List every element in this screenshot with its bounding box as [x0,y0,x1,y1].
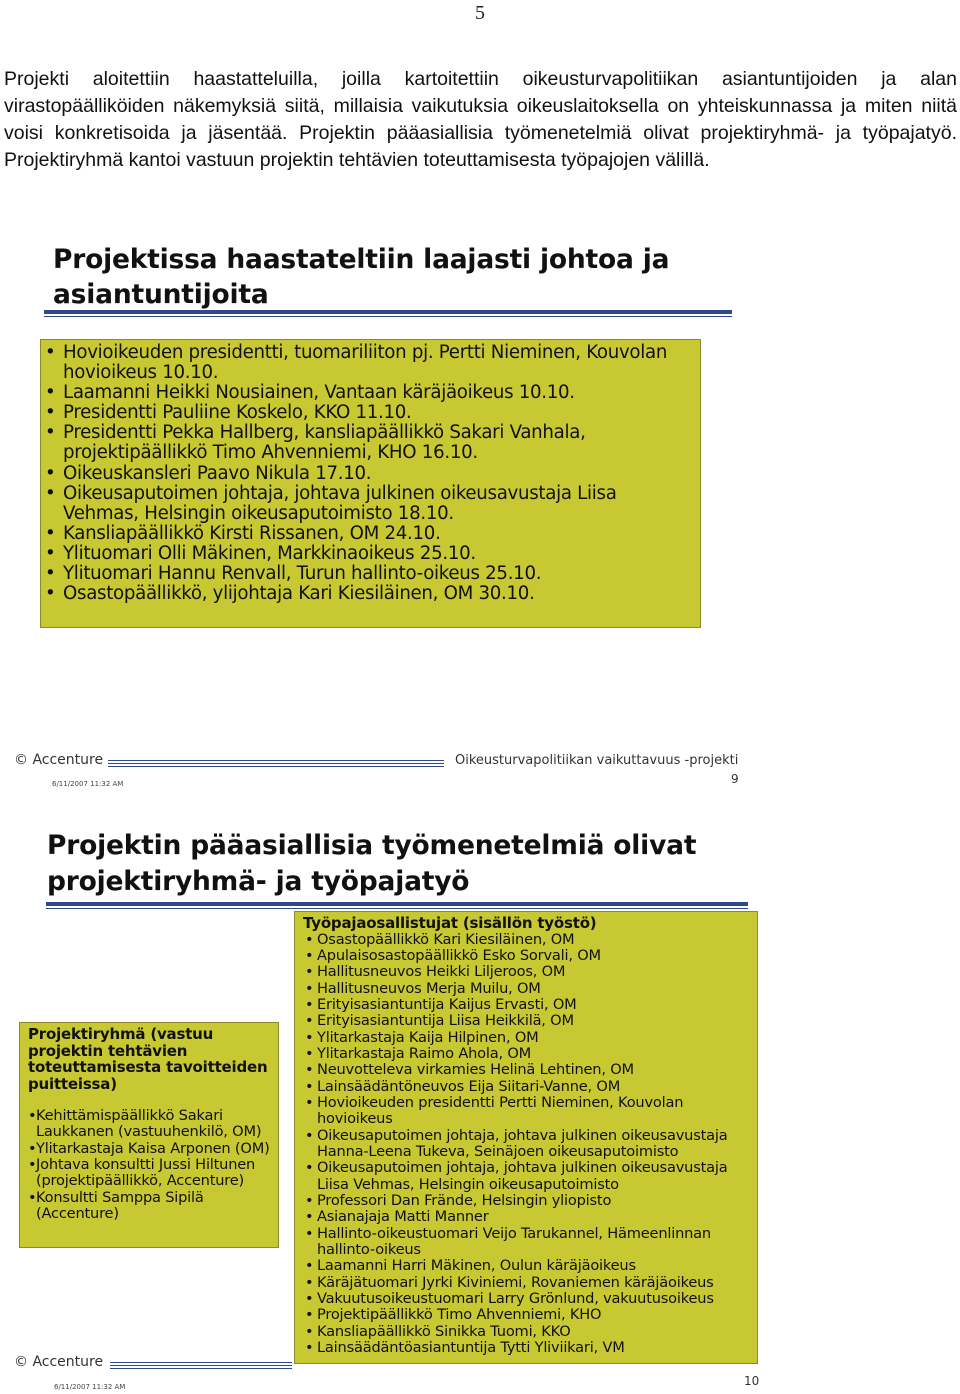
slide-1-footer-brand: © Accenture [14,752,104,768]
project-group-member: • Johtava konsultti Jussi Hiltunen (projektipäällikkö, Accenture) [28,1157,274,1190]
interviewee-item: • Laamanni Heikki Nousiainen, Vantaan käräjäoikeus 10.10. [41,383,696,403]
slide-2-title [47,828,696,900]
slide-1-title-rule [44,310,732,314]
workshop-participant: • Erityisasiantuntija Kaijus Ervasti, OM [303,997,753,1013]
workshop-participant: • Apulaisosastopäällikkö Esko Sorvali, OM [303,948,753,964]
interviewee-item: • Osastopäällikkö, ylijohtaja Kari Kiesiläinen, OM 30.10. [41,584,696,604]
project-group-list [28,1108,274,1222]
workshop-participant: • Hallitusneuvos Merja Muilu, OM [303,981,753,997]
project-group-member: • Konsultti Samppa Sipilä (Accenture) [28,1190,274,1223]
workshop-participant: • Lainsäädäntöasiantuntija Tytti Yliviikari, VM [303,1340,753,1356]
interviewee-item: • Presidentti Pauliine Koskelo, KKO 11.10. [41,403,696,423]
slide-2-title-line-2: projektiryhmä- ja työpajatyö [47,866,470,897]
project-group-member: • Kehittämispäällikkö Sakari Laukkanen (vastuuhenkilö, OM) [28,1108,274,1141]
slide-1-title-rule-thin [44,316,732,317]
slide-1-title-line-2: asiantuntijoita [53,279,269,310]
workshop-participants-list [303,932,753,1357]
project-group-box [19,1022,279,1248]
slide-1-footer-page: 9 [731,772,739,786]
interviewee-item: • Oikeusaputoimen johtaja, johtava julkinen oikeusavustaja Liisa Vehmas, Helsingin oikeusaputoimisto 18.10. [41,484,696,524]
workshop-participant: • Hallitusneuvos Heikki Liljeroos, OM [303,964,753,980]
page-number: 5 [475,2,485,24]
interviewee-item: • Presidentti Pekka Hallberg, kansliapäällikkö Sakari Vanhala, projektipäällikkö Timo Ahvenniemi, KHO 16.10. [41,423,696,463]
workshop-participant: • Hovioikeuden presidentti Pertti Nieminen, Kouvolan hovioikeus [303,1095,753,1128]
workshop-participant: • Erityisasiantuntija Liisa Heikkilä, OM [303,1013,753,1029]
slide-2-title-rule [46,902,748,906]
workshop-participant: • Vakuutusoikeustuomari Larry Grönlund, vakuutusoikeus [303,1291,753,1307]
interviewees-list [41,343,696,604]
workshop-participant: • Projektipäällikkö Timo Ahvenniemi, KHO [303,1307,753,1323]
interviewee-item: • Oikeuskansleri Paavo Nikula 17.10. [41,464,696,484]
workshop-participants-box [294,911,758,1364]
interviewee-item: • Kansliapäällikkö Kirsti Rissanen, OM 24.10. [41,524,696,544]
intro-paragraph: Projekti aloitettiin haastatteluilla, joilla kartoitettiin oikeusturvapolitiikan asiantuntijoiden ja alan virastopäälliköiden näkemyksiä siitä, millaisia vaikutuksia oikeuslaitoksella on yhteiskunnassa ja miten niitä voisi konkretisoida ja jäsentää. Projektin pääasiallisia työmenetelmiä olivat projektiryhmä- ja työpajatyö. Projektiryhmä kantoi vastuun projektin tehtävien toteuttamisesta työpajojen välillä. [4,68,957,171]
interviewees-box [40,339,701,628]
slide-2-title-rule-thin [46,908,748,909]
slide-1-footer-date: 6/11/2007 11:32 AM [52,780,124,788]
workshop-participant: • Kansliapäällikkö Sinikka Tuomi, KKO [303,1324,753,1340]
workshop-participant: • Laamanni Harri Mäkinen, Oulun käräjäoikeus [303,1258,753,1274]
project-group-member: • Ylitarkastaja Kaisa Arponen (OM) [28,1141,274,1157]
slide-1-title-line-1: Projektissa haastateltiin laajasti johtoa ja [53,244,670,275]
interviewee-item: • Hovioikeuden presidentti, tuomariliiton pj. Pertti Nieminen, Kouvolan hovioikeus 10.10. [41,343,696,383]
workshop-participants-heading: Työpajaosallistujat (sisällön työstö) [303,914,597,932]
slide-2-footer-page: 10 [744,1374,760,1388]
slide-1-title [53,242,669,312]
workshop-participant: • Osastopäällikkö Kari Kiesiläinen, OM [303,932,753,948]
slide-2-footer-rules [110,1362,292,1371]
slide-1-footer-rules [108,760,444,769]
slide-2-footer-date: 6/11/2007 11:32 AM [54,1383,126,1391]
slide-2-footer-brand: © Accenture [14,1354,104,1370]
workshop-participant: • Oikeusaputoimen johtaja, johtava julkinen oikeusavustaja Hanna-Leena Tukeva, Seinäjoen oikeusaputoimisto [303,1128,753,1161]
workshop-participant: • Ylitarkastaja Raimo Ahola, OM [303,1046,753,1062]
workshop-participant: • Professori Dan Frände, Helsingin yliopisto [303,1193,753,1209]
workshop-participant: • Hallinto-oikeustuomari Veijo Tarukannel, Hämeenlinnan hallinto-oikeus [303,1226,753,1259]
workshop-participant: • Käräjätuomari Jyrki Kiviniemi, Rovaniemen käräjäoikeus [303,1275,753,1291]
slide-1-footer-project: Oikeusturvapolitiikan vaikuttavuus -projekti [455,753,739,768]
workshop-participant: • Ylitarkastaja Kaija Hilpinen, OM [303,1030,753,1046]
slide-2-title-line-1: Projektin pääasiallisia työmenetelmiä olivat [47,830,697,861]
workshop-participant: • Neuvotteleva virkamies Helinä Lehtinen, OM [303,1062,753,1078]
workshop-participant: • Asianajaja Matti Manner [303,1209,753,1225]
project-group-heading: Projektiryhmä (vastuu projektin tehtävien toteuttamisesta tavoitteiden puitteissa) [28,1025,268,1093]
interviewee-item: • Ylituomari Olli Mäkinen, Markkinaoikeus 25.10. [41,544,696,564]
workshop-participant: • Lainsäädäntöneuvos Eija Siitari-Vanne, OM [303,1079,753,1095]
interviewee-item: • Ylituomari Hannu Renvall, Turun hallinto-oikeus 25.10. [41,564,696,584]
workshop-participant: • Oikeusaputoimen johtaja, johtava julkinen oikeusavustaja Liisa Vehmas, Helsingin oikeusaputoimisto [303,1160,753,1193]
